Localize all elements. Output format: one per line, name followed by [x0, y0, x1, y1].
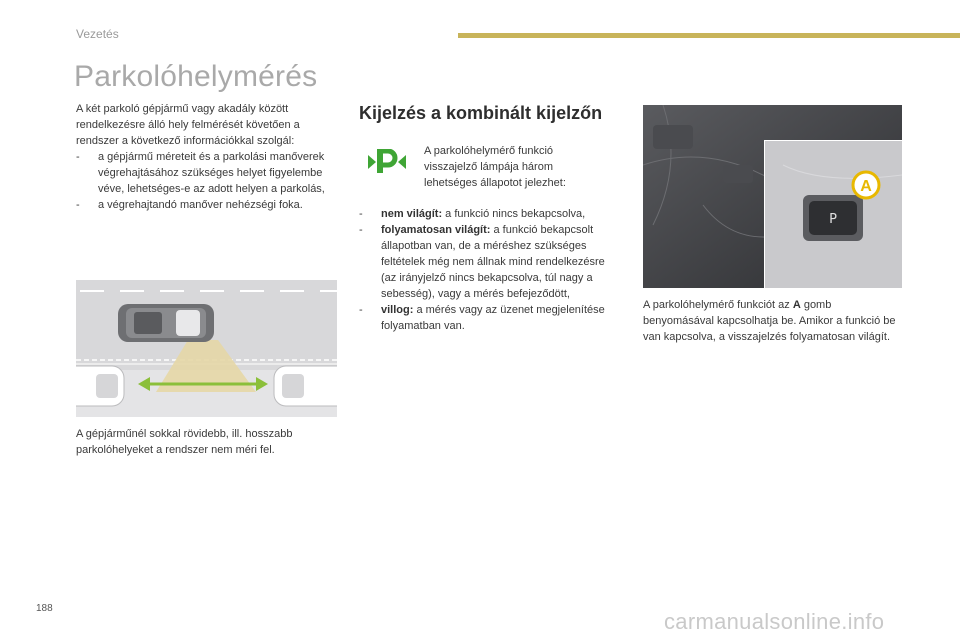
- intro-bullet: [76, 197, 338, 213]
- state-desc: a funkció nincs bekapcsolva,: [442, 208, 586, 220]
- state-list: [359, 206, 621, 334]
- parking-illustration: [76, 280, 337, 417]
- parking-measure-lamp-icon: [366, 149, 408, 175]
- right-text-after: gomb benyomásával kapcsolhatja be. Amikor a funkció be van kapcsolva, a visszajelzés folyamatosan világít.: [643, 299, 896, 343]
- state-term: nem világít:: [381, 208, 443, 220]
- dashboard-illustration: [643, 105, 902, 288]
- icon-description: A parkolóhelymérő funkció visszajelző lámpája három lehetséges állapotot jelezhet:: [424, 145, 566, 189]
- state-item: [359, 206, 621, 222]
- state-desc: a funkció bekapcsolt állapotban van, de a méréshez szükséges feltételek még nem állnak mind rendelkezésre (az irányjelző nincs bekapcsolva, túl nagy a sebesség), vagy a mérés befejeződött,: [381, 224, 605, 300]
- callout-letter: A: [860, 178, 872, 195]
- right-text-before: A parkolóhelymérő funkciót az: [643, 299, 793, 311]
- page-title: Parkolóhelymérés: [74, 60, 318, 93]
- right-paragraph: [643, 297, 905, 345]
- figure-caption: A gépjárműnél sokkal rövidebb, ill. hosszabb parkolóhelyeket a rendszer nem méri fel.: [76, 428, 293, 456]
- state-term: villog:: [381, 304, 414, 316]
- intro-paragraph: A két parkoló gépjármű vagy akadály között rendelkezésre álló hely felmérését követően a rendszer a következő információkkal szolgál:: [76, 103, 300, 147]
- state-item: [359, 302, 621, 334]
- button-symbol: P: [829, 212, 837, 227]
- bullet-text: a végrehajtandó manőver nehézségi foka.: [98, 199, 303, 211]
- bullet-text: a gépjármű méreteit és a parkolási manőverek végrehajtásához szükséges helyet figyelembe véve, lehetséges-e az adott helyen a parkolás,: [98, 151, 325, 195]
- page-number: 188: [36, 603, 53, 614]
- section-label: Vezetés: [76, 27, 119, 41]
- intro-block: [76, 101, 338, 213]
- state-term: folyamatosan világít:: [381, 224, 491, 236]
- section-heading: Kijelzés a kombinált kijelzőn: [359, 103, 603, 123]
- intro-bullet: [76, 149, 338, 197]
- bullet-dash: -: [359, 224, 363, 236]
- state-desc: a mérés vagy az üzenet megjelenítése folyamatban van.: [381, 304, 605, 332]
- bullet-dash: -: [359, 304, 363, 316]
- watermark-text: carmanualsonline.info: [664, 609, 885, 634]
- bullet-dash: -: [76, 151, 80, 163]
- state-item: [359, 222, 621, 302]
- right-text-bold: A: [792, 299, 801, 311]
- header-accent-bar: [458, 33, 960, 38]
- bullet-dash: -: [359, 208, 363, 220]
- bullet-dash: -: [76, 199, 80, 211]
